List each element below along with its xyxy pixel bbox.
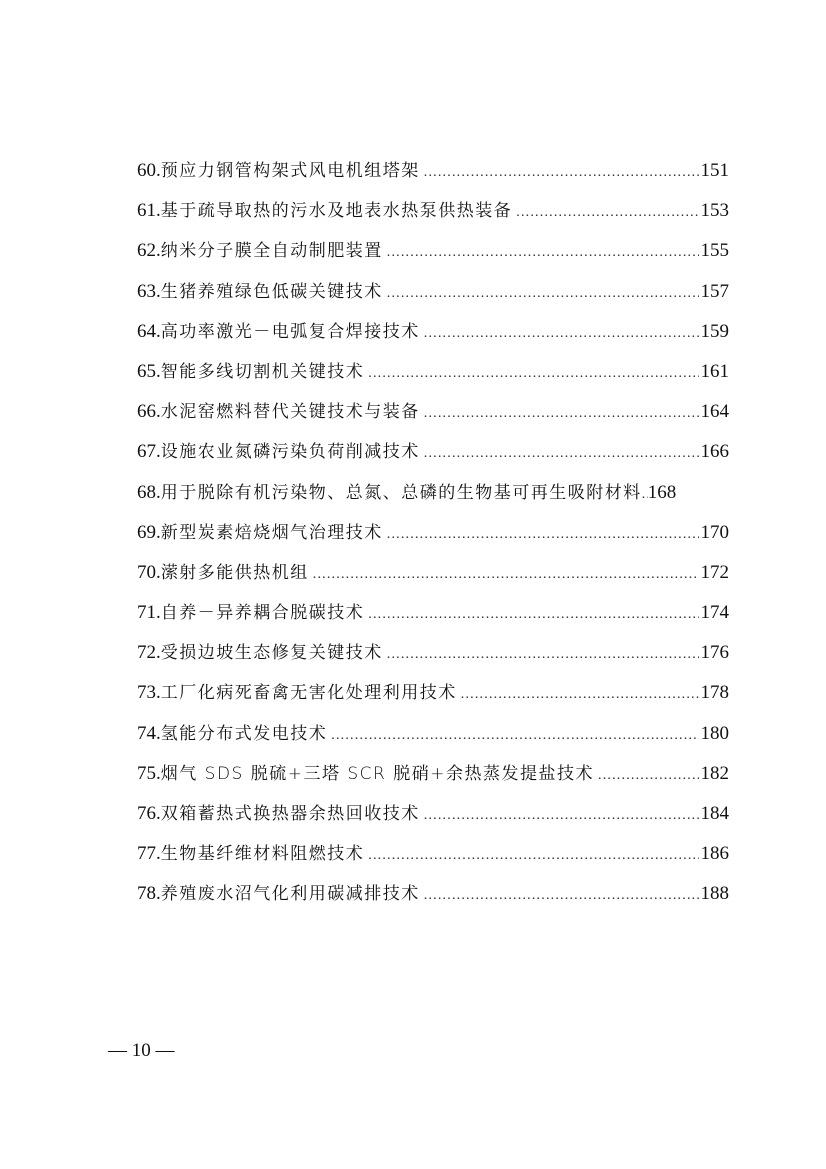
toc-entry-title (137, 517, 383, 549)
toc-entry-text: 智能多线切割机关键技术 (160, 361, 365, 382)
page-number: — 10 — (108, 1040, 175, 1061)
toc-entry-text: 生猪养殖绿色低碳关键技术 (160, 281, 383, 302)
toc-entry-page: 184 (700, 803, 729, 824)
toc-entry[interactable] (137, 557, 729, 597)
toc-entry-title (137, 396, 420, 428)
toc-entry-text: 潆射多能供热机组 (160, 562, 309, 583)
toc-entry-text: 生物基纤维材料阻燃技术 (160, 844, 365, 865)
toc-dot-leader (598, 760, 699, 792)
toc-dot-leader (387, 278, 699, 310)
toc-entry-number: 64. (137, 320, 161, 342)
toc-entry-number: 66. (137, 401, 161, 423)
table-of-contents (137, 155, 729, 919)
toc-entry[interactable] (137, 195, 729, 235)
toc-entry[interactable] (137, 878, 729, 918)
toc-entry[interactable] (137, 718, 729, 758)
toc-dot-leader (424, 318, 699, 350)
toc-dot-leader (424, 800, 699, 832)
toc-entry-page: 180 (700, 722, 729, 744)
toc-entry[interactable] (137, 758, 729, 798)
toc-dot-leader (368, 840, 698, 872)
toc-dot-leader (424, 880, 699, 912)
toc-entry-title (137, 718, 327, 750)
toc-entry[interactable] (137, 838, 729, 878)
toc-entry-text: 氢能分布式发电技术 (160, 723, 328, 744)
toc-dot-leader (368, 599, 698, 631)
toc-entry-page: 182 (700, 762, 729, 784)
toc-entry-page: 178 (700, 682, 729, 704)
toc-entry-number: 77. (137, 843, 161, 865)
toc-entry[interactable] (137, 677, 729, 717)
toc-entry-title (137, 316, 420, 348)
toc-entry-number: 73. (137, 682, 161, 704)
toc-entry-title (137, 235, 383, 267)
toc-entry-text: 烟气 SDS 脱硫+三塔 SCR 脱硝+余热蒸发提盐技术 (160, 763, 594, 784)
toc-entry[interactable] (137, 798, 729, 838)
toc-entry-number: 62. (137, 240, 161, 262)
toc-entry-number: 67. (137, 441, 161, 463)
toc-entry-title (137, 677, 457, 709)
toc-entry-text: 受损边坡生态修复关键技术 (160, 643, 383, 664)
toc-entry-title (137, 356, 364, 388)
toc-dot-leader (368, 358, 698, 390)
toc-entry-text: 纳米分子膜全自动制肥装置 (160, 241, 383, 262)
toc-entry-number: 61. (137, 200, 161, 222)
toc-entry-number: 63. (137, 280, 161, 302)
toc-dot-leader (387, 237, 699, 269)
toc-entry-number: 60. (137, 160, 161, 181)
toc-entry-number: 65. (137, 360, 161, 382)
toc-entry-page: 161 (700, 360, 729, 382)
toc-dot-leader (424, 398, 699, 430)
toc-entry-title (137, 597, 364, 629)
toc-entry-page: 174 (700, 602, 729, 624)
toc-entry-number: 70. (137, 561, 161, 583)
toc-entry-title (137, 798, 420, 830)
toc-entry-title (137, 276, 383, 308)
toc-entry-title (137, 838, 364, 870)
toc-entry-page: 176 (700, 642, 729, 664)
toc-dot-leader (387, 639, 699, 671)
toc-entry-text: 设施农业氮磷污染负荷削减技术 (160, 442, 420, 463)
toc-dot-leader (387, 519, 699, 551)
toc-entry-title (137, 195, 512, 227)
toc-entry[interactable] (137, 235, 729, 275)
toc-entry[interactable] (137, 396, 729, 436)
toc-entry-page: 188 (700, 883, 729, 905)
toc-entry-title (137, 477, 642, 509)
toc-entry-page: 159 (700, 320, 729, 342)
toc-entry-text: 自养－异养耦合脱碳技术 (160, 603, 365, 624)
toc-entry-title (137, 878, 420, 910)
toc-entry-title (137, 155, 420, 187)
toc-entry-text: 新型炭素焙烧烟气治理技术 (160, 522, 383, 543)
toc-entry-page: 166 (700, 441, 729, 463)
toc-entry-number: 72. (137, 642, 161, 664)
toc-entry[interactable] (137, 356, 729, 396)
toc-entry-number: 76. (137, 803, 161, 824)
toc-entry-page: 186 (700, 843, 729, 865)
toc-dot-leader (313, 559, 699, 591)
toc-entry-number: 78. (137, 883, 161, 905)
toc-entry-text: 高功率激光－电弧复合焊接技术 (160, 321, 420, 342)
toc-entry[interactable] (137, 597, 729, 637)
toc-entry-page: 164 (700, 401, 729, 423)
toc-entry-title (137, 436, 420, 468)
toc-dot-leader (461, 679, 699, 711)
toc-entry-page: 168 (647, 481, 677, 503)
toc-dot-leader (424, 157, 699, 189)
toc-entry[interactable] (137, 436, 729, 476)
toc-dot-leader (331, 720, 698, 752)
toc-dot-leader (516, 197, 698, 229)
toc-entry[interactable] (137, 316, 729, 356)
toc-entry-text: 基于疏导取热的污水及地表水热泵供热装备 (160, 201, 513, 222)
toc-entry-text: 养殖废水沼气化利用碳减排技术 (160, 884, 420, 905)
toc-entry-number: 74. (137, 722, 161, 744)
toc-entry-page: 153 (700, 200, 729, 222)
toc-entry-text: 工厂化病死畜禽无害化处理利用技术 (160, 683, 457, 704)
toc-dot-leader (424, 438, 699, 470)
toc-entry-page: 157 (700, 280, 729, 302)
toc-entry-number: 68. (137, 481, 161, 503)
toc-entry-title (137, 557, 309, 589)
toc-entry[interactable] (137, 276, 729, 316)
toc-entry-number: 69. (137, 521, 161, 543)
toc-entry-text: 双箱蓄热式换热器余热回收技术 (160, 804, 420, 824)
toc-entry-page: 172 (700, 561, 729, 583)
toc-entry-number: 75. (137, 762, 161, 784)
toc-entry-title (137, 758, 594, 790)
toc-entry-page: 170 (700, 521, 729, 543)
toc-entry-page: 151 (700, 160, 729, 181)
toc-entry-number: 71. (137, 602, 161, 624)
toc-entry-text: 水泥窑燃料替代关键技术与装备 (160, 402, 420, 423)
toc-entry[interactable] (137, 517, 729, 557)
toc-entry[interactable] (137, 155, 729, 195)
toc-entry-title (137, 637, 383, 669)
toc-entry-text: 预应力钢管构架式风电机组塔架 (160, 161, 420, 181)
toc-entry-text: 用于脱除有机污染物、总氮、总磷的生物基可再生吸附材料 (160, 482, 642, 503)
toc-entry[interactable] (137, 477, 729, 517)
toc-entry-page: 155 (700, 240, 729, 262)
toc-entry[interactable] (137, 637, 729, 677)
